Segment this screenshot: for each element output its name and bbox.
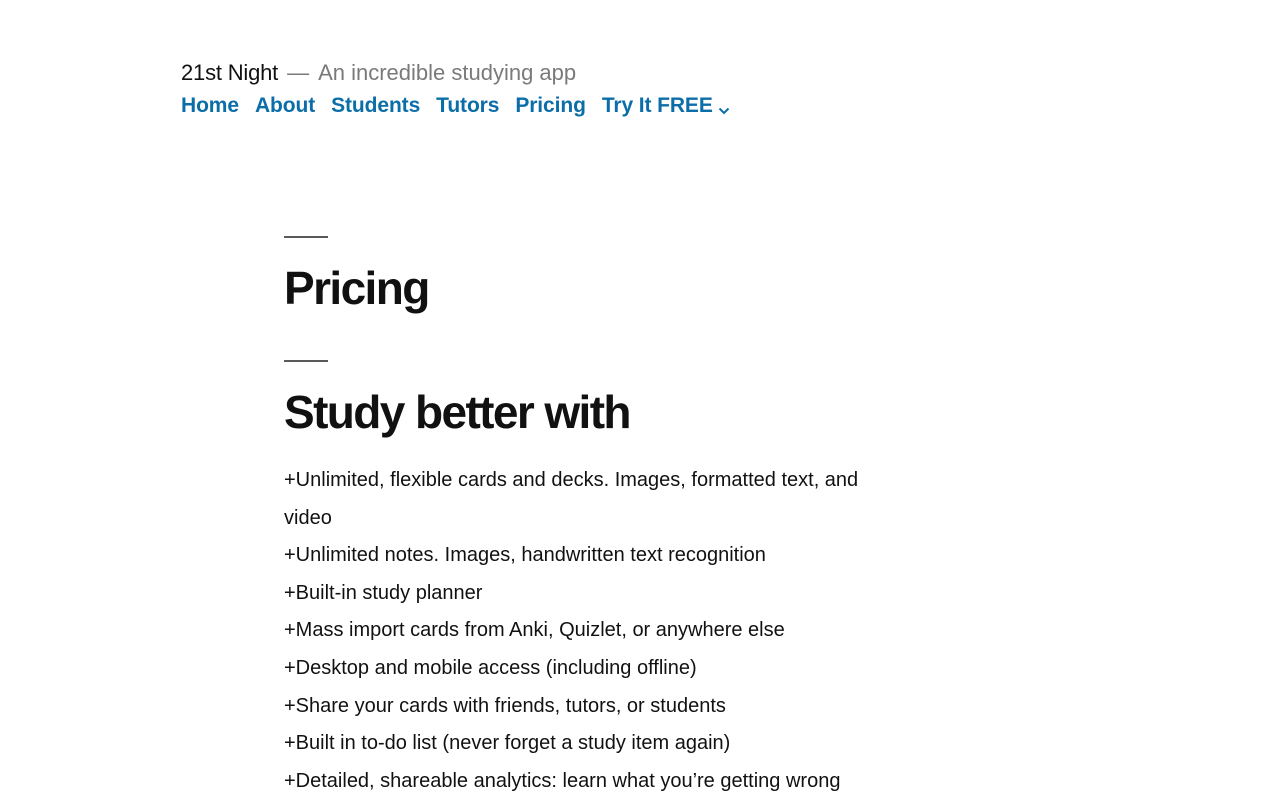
feature-item: +Built in to-do list (never forget a study item again) <box>284 732 731 755</box>
feature-list <box>284 462 904 800</box>
section-divider <box>284 360 328 362</box>
primary-nav <box>181 90 746 122</box>
feature-item: +Mass import cards from Anki, Quizlet, or anywhere else <box>284 619 785 642</box>
nav-item-home[interactable]: Home <box>181 94 239 117</box>
feature-item: +Detailed, shareable analytics: learn what you’re getting wrong <box>284 769 841 792</box>
site-title[interactable]: 21st Night <box>181 60 279 85</box>
page-title: Pricing <box>284 262 429 314</box>
site-header <box>181 58 746 122</box>
section-title: Study better with <box>284 386 630 438</box>
nav-item-try-it-free[interactable] <box>602 91 730 121</box>
title-separator: — <box>287 60 310 85</box>
chevron-down-icon[interactable] <box>718 97 730 121</box>
branding <box>181 58 746 88</box>
nav-item-tutors[interactable]: Tutors <box>436 94 500 117</box>
feature-item: +Unlimited, flexible cards and decks. Images, formatted text, and video <box>284 469 859 529</box>
title-divider <box>284 236 328 238</box>
feature-item: +Share your cards with friends, tutors, or students <box>284 694 726 717</box>
feature-item: +Unlimited notes. Images, handwritten text recognition <box>284 544 766 567</box>
feature-item: +Desktop and mobile access (including offline) <box>284 656 697 679</box>
nav-item-try-it-free-label: Try It FREE <box>601 94 713 117</box>
nav-item-students[interactable]: Students <box>331 94 421 117</box>
site-tagline: An incredible studying app <box>318 60 577 85</box>
nav-item-about[interactable]: About <box>254 94 316 117</box>
feature-item: +Built-in study planner <box>284 581 483 604</box>
main-content <box>284 236 904 800</box>
nav-item-pricing[interactable]: Pricing <box>515 94 586 117</box>
